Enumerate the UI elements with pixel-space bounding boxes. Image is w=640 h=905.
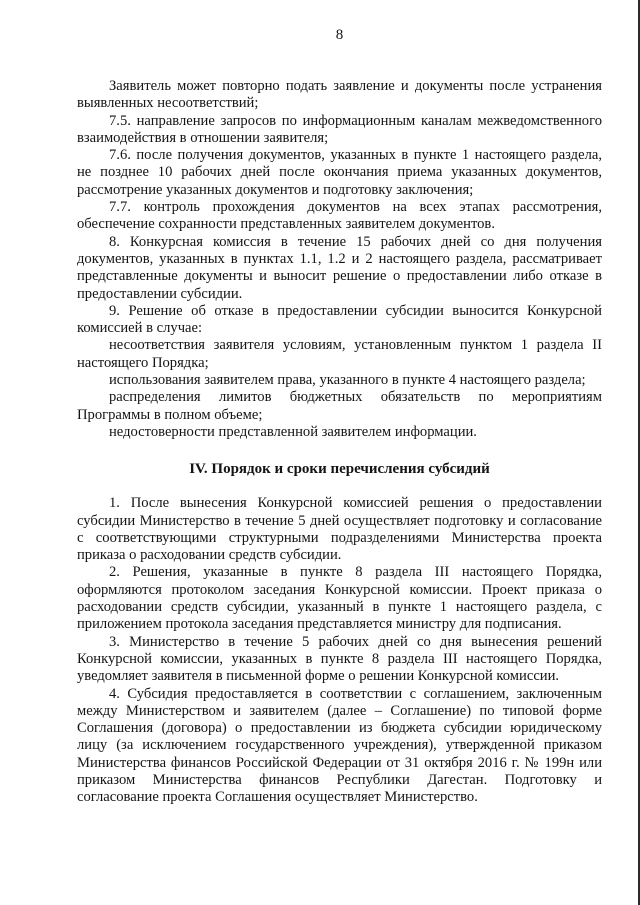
section-heading: IV. Порядок и сроки перечисления субсидий [189,461,490,478]
refusal-reason-4: недостоверности представленной заявителем информации. [109,423,477,440]
paragraph-7-5: 7.5. направление запросов по информационным каналам межведомственного взаимодействия в отношении заявителя; [77,112,602,146]
paragraph-iv-3: 3. Министерство в течение 5 рабочих дней со дня вынесения решений Конкурсной комиссии, указанных в пункте 8 раздела III настоящего Порядка, уведомляет заявителя в письменной форме о решении Конкурсной комиссии. [77,633,602,685]
paragraph-8: 8. Конкурсная комиссия в течение 15 рабочих дней со дня получения документов, указанных в пунктах 1.1, 1.2 и 2 настоящего раздела, рассматривает представленные документы и выносит решение о предоставлении либо отказе в предоставлении субсидии. [77,233,602,302]
paragraph-iv-4: 4. Субсидия предоставляется в соответствии с соглашением, заключенным между Министерством и заявителем (далее – Соглашение) по типовой форме Соглашения (договора) о предоставлении из бюджета субсидии юридическому лицу (за исключением государственного учреждения), утвержденной приказом Министерства финансов Российской Федерации от 31 октября 2016 г. № 199н или приказом Министерства финансов Республики Дагестан. Подготовку и согласование проекта Соглашения осуществляет Министерство. [77,685,602,806]
paragraph-9: 9. Решение об отказе в предоставлении субсидии выносится Конкурсной комиссией в случае: [77,302,602,337]
paragraph-iv-2: 2. Решения, указанные в пункте 8 раздела III настоящего Порядка, оформляются протоколом заседания Конкурсной комиссии. Проект приказа о расходовании средств субсидии, указанный в пункте 1 настоящего раздела, с приложением протокола заседания представляется министру для подписания. [77,564,602,633]
paragraph-resubmit: Заявитель может повторно подать заявление и документы после устранения выявленных несоответствий; [77,78,602,112]
paragraph-7-6: 7.6. после получения документов, указанных в пункте 1 настоящего раздела, не позднее 10 рабочих дней после окончания приема указанных документов, рассмотрение указанных документов и подготовку заключения; [77,147,602,198]
paragraph-iv-1: 1. После вынесения Конкурсной комиссией решения о предоставлении субсидии Министерство в течение 5 дней осуществляет подготовку и согласование с соответствующими структурными подразделениями Министерства проекта приказа о расходовании средств субсидии. [77,495,602,564]
refusal-reason-2: использования заявителем права, указанного в пункте 4 настоящего раздела; [109,372,586,389]
section-iv [77,495,602,806]
refusal-reason-1: несоответствия заявителя условиям, установленным пунктом 1 раздела II настоящего Порядка; [77,337,602,371]
section-continued [77,78,602,441]
paragraph-7-7: 7.7. контроль прохождения документов на всех этапах рассмотрения, обеспечение сохранности представленных заявителем документов. [77,199,602,233]
page-number: 8 [335,27,344,43]
refusal-reason-3: распределения лимитов бюджетных обязательств по мероприятиям Программы в полном объеме; [77,389,602,423]
